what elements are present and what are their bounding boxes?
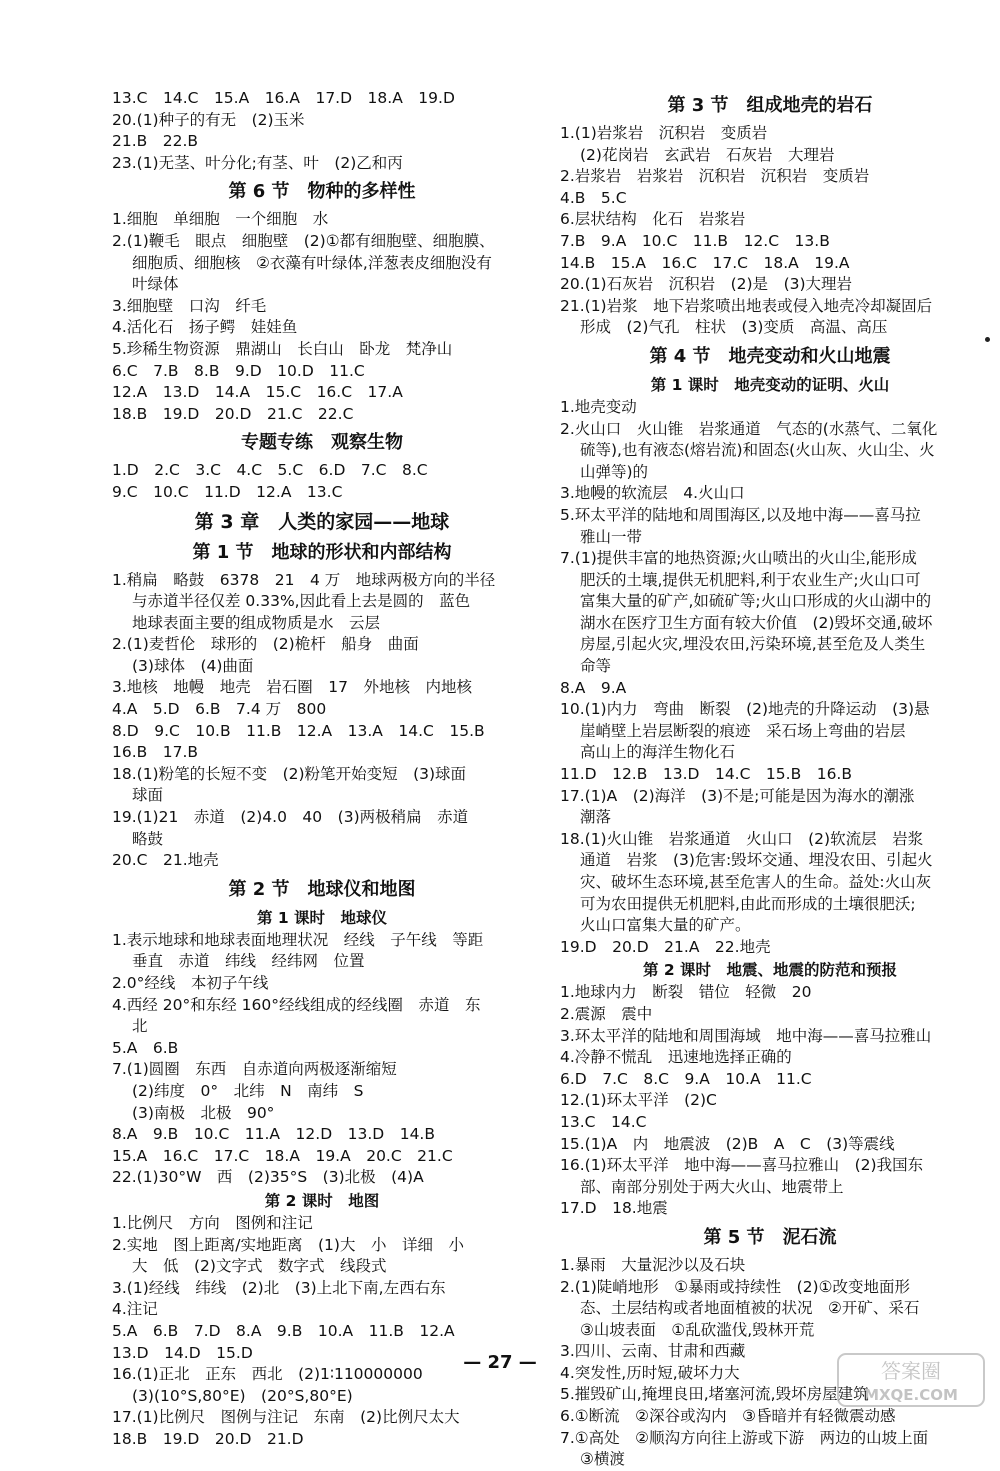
- left-answer-continuation: 叶绿体: [132, 275, 179, 294]
- left-column: [112, 88, 532, 1450]
- left-answer-line: 23.(1)无茎、叶分化;有茎、叶 (2)乙和丙: [112, 153, 403, 172]
- left-answer-continuation: 大 低 (2)文字式 数字式 线段式: [132, 1257, 387, 1276]
- right-answer-line: 6.层状结构 化石 岩浆岩: [560, 210, 746, 229]
- left-answer-continuation: 略鼓: [132, 829, 164, 848]
- right-answer-line: 7.①高处 ②顺沟方向往上游或下游 两边的山坡上面: [560, 1428, 929, 1447]
- left-answer-line: 18.(1)粉笔的长短不变 (2)粉笔开始变短 (3)球面: [112, 764, 467, 783]
- left-answer-line: 8.A 9.B 10.C 11.A 12.D 13.D 14.B: [112, 1125, 435, 1144]
- left-answer-line: 9.C 10.C 11.D 12.A 13.C: [112, 482, 343, 501]
- right-answer-line: 4.B 5.C: [560, 188, 627, 207]
- right-answer-line: 5.环太平洋的陆地和周围海区,以及地中海——喜马拉: [560, 505, 921, 524]
- right-answer-continuation: 富集大量的矿产,如硫矿等;火山口形成的火山湖中的: [580, 592, 932, 611]
- right-section-heading: 第 5 节 泥石流: [703, 1226, 837, 1248]
- left-answer-line: 2.实地 图上距离/实地距离 (1)大 小 详细 小: [112, 1235, 464, 1254]
- left-answer-continuation: 细胞质、细胞核 ②衣藻有叶绿体,洋葱表皮细胞没有: [132, 253, 492, 272]
- left-answer-continuation: (3)球体 (4)曲面: [132, 656, 254, 675]
- left-answer-line: 5.A 6.B 7.D 8.A 9.B 10.A 11.B 12.A: [112, 1321, 455, 1340]
- right-answer-line: 11.D 12.B 13.D 14.C 15.B 16.B: [560, 765, 852, 784]
- right-answer-line: 1.暴雨 大量泥沙以及石块: [560, 1255, 746, 1274]
- right-answer-line: 21.(1)岩浆 地下岩浆喷出地表或侵入地壳冷却凝固后: [560, 296, 933, 315]
- right-answer-continuation: 部、南部分别处于两大火山、地震带上: [580, 1177, 844, 1196]
- right-answer-line: 3.四川、云南、甘肃和西藏: [560, 1342, 746, 1361]
- right-answer-line: 4.冷静不慌乱 迅速地选择正确的: [560, 1048, 792, 1067]
- right-answer-line: 1.(1)岩浆岩 沉积岩 变质岩: [560, 124, 768, 142]
- right-answer-continuation: ③横渡: [580, 1450, 625, 1469]
- right-answer-line: 6.①断流 ②深谷或沟内 ③昏暗并有轻微震动感: [560, 1407, 896, 1426]
- left-section-heading: 第 6 节 物种的多样性: [228, 181, 416, 203]
- right-answer-line: 17.D 18.地震: [560, 1199, 668, 1218]
- left-answer-line: 7.(1)圆圈 东西 自赤道向两极逐渐缩短: [112, 1060, 397, 1079]
- left-answer-line: 20.C 21.地壳: [112, 851, 219, 870]
- left-answer-line: 19.(1)21 赤道 (2)4.0 40 (3)两极稍扁 赤道: [112, 808, 469, 827]
- right-answer-continuation: 可为农田提供无机肥料,由此而形成的土壤很肥沃;: [580, 894, 916, 913]
- right-answer-line: 20.(1)石灰岩 沉积岩 (2)是 (3)大理岩: [560, 275, 853, 294]
- right-section-heading: 第 4 节 地壳变动和火山地震: [649, 345, 891, 367]
- right-answer-line: 4.突发性,历时短,破坏力大: [560, 1363, 740, 1382]
- left-answer-line: 1.D 2.C 3.C 4.C 5.C 6.D 7.C 8.C: [112, 461, 428, 480]
- ink-dot: [985, 337, 990, 342]
- right-answer-line: 12.(1)环太平洋 (2)C: [560, 1091, 717, 1110]
- right-answer-line: 15.(1)A 内 地震波 (2)B A C (3)等震线: [560, 1134, 895, 1153]
- right-answer-continuation: 房屋,引起火灾,埋没农田,污染环境,甚至危及人类生: [580, 635, 926, 654]
- right-answer-continuation: ③山坡表面 ①乱砍滥伐,毁林开荒: [580, 1320, 815, 1339]
- left-answer-line: 18.B 19.D 20.D 21.C 22.C: [112, 404, 354, 423]
- left-answer-continuation: 北: [132, 1017, 148, 1036]
- left-answer-line: 3.(1)经线 纬线 (2)北 (3)上北下南,左西右东: [112, 1278, 446, 1297]
- left-section-heading: 第 2 节 地球仪和地图: [228, 878, 416, 900]
- left-answer-line: 4.西经 20°和东经 160°经线组成的经线圈 赤道 东: [112, 995, 481, 1014]
- right-answer-continuation: 灾、破坏生态环境,甚至危害人的生命。益处:火山灰: [580, 873, 932, 891]
- left-answer-line: 6.C 7.B 8.B 9.D 10.D 11.C: [112, 361, 365, 380]
- right-lesson-heading: 第 2 课时 地震、地震的防范和预报: [642, 961, 898, 980]
- right-answer-line: 10.(1)内力 弯曲 断裂 (2)地壳的升降运动 (3)悬: [560, 700, 930, 719]
- right-column: [560, 88, 980, 1471]
- right-answer-continuation: (2)花岗岩 玄武岩 石灰岩 大理岩: [580, 145, 835, 164]
- left-answer-line: 12.A 13.D 14.A 15.C 16.C 17.A: [112, 383, 403, 402]
- left-answer-line: 13.D 14.D 15.D: [112, 1343, 253, 1362]
- right-answer-continuation: 雅山一带: [580, 527, 643, 546]
- right-answer-line: 19.D 20.D 21.A 22.地壳: [560, 937, 771, 956]
- right-answer-line: 5.摧毁矿山,掩埋良田,堵塞河流,毁坏房屋建筑: [560, 1385, 869, 1404]
- right-answer-line: 2.震源 震中: [560, 1004, 653, 1023]
- left-answer-line: 21.B 22.B: [112, 132, 199, 151]
- left-section-heading: 专题专练 观察生物: [241, 432, 403, 454]
- right-answer-continuation: 潮落: [580, 808, 612, 827]
- left-answer-line: 8.D 9.C 10.B 11.B 12.A 13.A 14.C 15.B: [112, 721, 485, 740]
- right-answer-line: 7.(1)提供丰富的地热资源;火山喷出的火山尘,能形成: [560, 549, 917, 568]
- left-lesson-heading: 第 1 课时 地球仪: [256, 908, 388, 927]
- right-answer-continuation: 肥沃的土壤,提供无机肥料,利于农业生产;火山口可: [580, 570, 921, 589]
- left-answer-continuation: (3)(10°S,80°E) (20°S,80°E): [132, 1386, 353, 1405]
- left-answer-line: 4.注记: [112, 1300, 158, 1319]
- right-answer-line: 2.岩浆岩 岩浆岩 沉积岩 沉积岩 变质岩: [560, 167, 870, 186]
- left-answer-line: 1.表示地球和地球表面地理状况 经线 子午线 等距: [112, 930, 484, 949]
- left-answer-line: 22.(1)30°W 西 (2)35°S (3)北极 (4)A: [112, 1168, 424, 1187]
- left-answer-line: 5.珍稀生物资源 鼎湖山 长白山 卧龙 梵净山: [112, 339, 453, 358]
- right-answer-line: 3.环太平洋的陆地和周围海域 地中海——喜马拉雅山: [560, 1026, 932, 1045]
- left-answer-line: 4.活化石 扬子鳄 娃娃鱼: [112, 318, 298, 337]
- right-answer-line: 16.(1)环太平洋 地中海——喜马拉雅山 (2)我国东: [560, 1156, 924, 1175]
- right-answer-continuation: 通道 岩浆 (3)危害:毁坏交通、埋没农田、引起火: [580, 851, 933, 870]
- left-answer-line: 3.地核 地幔 地壳 岩石圈 17 外地核 内地核: [112, 678, 473, 697]
- left-answer-line: 15.A 16.C 17.C 18.A 19.A 20.C 21.C: [112, 1146, 453, 1165]
- right-lesson-heading: 第 1 课时 地壳变动的证明、火山: [650, 375, 890, 394]
- left-answer-continuation: 球面: [132, 786, 164, 805]
- watermark-top-text: 答案圈: [881, 1359, 941, 1383]
- right-answer-line: 2.火山口 火山锥 岩浆通道 气态的(水蒸气、二氧化: [560, 419, 938, 438]
- left-answer-line: 1.比例尺 方向 图例和注记: [112, 1213, 313, 1232]
- right-answer-line: 1.地壳变动: [560, 397, 637, 416]
- left-answer-line: 16.B 17.B: [112, 743, 199, 762]
- right-answer-continuation: 高山上的海洋生物化石: [580, 743, 736, 762]
- right-answer-line: 3.地幔的软流层 4.火山口: [560, 484, 745, 503]
- right-answer-line: 2.(1)陡峭地形 ①暴雨或持续性 (2)①改变地面形: [560, 1277, 910, 1296]
- left-answer-continuation: 垂直 赤道 纬线 经纬网 位置: [132, 952, 365, 971]
- left-answer-line: 17.(1)比例尺 图例与注记 东南 (2)比例尺太大: [112, 1408, 460, 1427]
- left-answer-continuation: (3)南极 北极 90°: [132, 1103, 275, 1122]
- watermark-logo: [836, 1352, 986, 1408]
- left-answer-continuation: (2)纬度 0° 北纬 N 南纬 S: [132, 1081, 364, 1100]
- right-answer-line: 18.(1)火山锥 岩浆通道 火山口 (2)软流层 岩浆: [560, 829, 924, 848]
- right-answer-line: 17.(1)A (2)海洋 (3)不是;可能是因为海水的潮涨: [560, 786, 915, 805]
- left-answer-line: 18.B 19.D 20.D 21.D: [112, 1429, 304, 1448]
- right-section-heading: 第 3 节 组成地壳的岩石: [667, 95, 873, 116]
- left-answer-line: 4.A 5.D 6.B 7.4 万 800: [112, 700, 327, 719]
- left-answer-line: 16.(1)正北 正东 西北 (2)1∶110000000: [112, 1365, 423, 1384]
- right-answer-line: 13.C 14.C: [560, 1112, 647, 1131]
- left-answer-line: 1.细胞 单细胞 一个细胞 水: [112, 210, 329, 229]
- left-answer-line: 2.(1)麦哲伦 球形的 (2)桅杆 船身 曲面: [112, 635, 419, 654]
- right-answer-continuation: 态、土层结构或者地面植被的状况 ②开矿、采石: [580, 1299, 920, 1318]
- left-answer-line: 5.A 6.B: [112, 1038, 179, 1057]
- right-answer-continuation: 山弹等)的: [580, 462, 649, 481]
- watermark-bottom-text: MXQE.COM: [864, 1386, 958, 1404]
- right-answer-continuation: 硫等),也有液态(熔岩流)和固态(火山灰、火山尘、火: [580, 441, 935, 460]
- left-chapter-heading: 第 3 章 人类的家园——地球: [194, 510, 450, 533]
- left-lesson-heading: 第 2 课时 地图: [264, 1191, 380, 1210]
- left-answer-line: 13.C 14.C 15.A 16.A 17.D 18.A 19.D: [112, 89, 455, 107]
- right-answer-continuation: 湖水在医疗卫生方面有较大价值 (2)毁坏交通,破坏: [580, 613, 933, 632]
- right-answer-continuation: 命等: [580, 657, 612, 676]
- left-answer-continuation: 地球表面主要的组成物质是水 云层: [132, 613, 381, 632]
- right-answer-line: 7.B 9.A 10.C 11.B 12.C 13.B: [560, 231, 830, 250]
- left-answer-line: 2.(1)鞭毛 眼点 细胞壁 (2)①都有细胞壁、细胞膜、: [112, 231, 495, 250]
- left-answer-line: 1.稍扁 略鼓 6378 21 4 万 地球两极方向的半径: [112, 570, 496, 589]
- right-answer-line: 6.D 7.C 8.C 9.A 10.A 11.C: [560, 1069, 812, 1088]
- right-answer-line: 14.B 15.A 16.C 17.C 18.A 19.A: [560, 253, 850, 272]
- page-number: — 27 —: [463, 1352, 537, 1373]
- right-answer-line: 1.地球内力 断裂 错位 轻微 20: [560, 983, 812, 1002]
- left-answer-continuation: 与赤道半径仅差 0.33%,因此看上去是圆的 蓝色: [132, 592, 471, 611]
- right-answer-continuation: 崖峭壁上岩层断裂的痕迹 采石场上弯曲的岩层: [580, 721, 906, 740]
- right-answer-continuation: 火山口富集大量的矿产。: [580, 916, 751, 935]
- left-answer-line: 20.(1)种子的有无 (2)玉米: [112, 110, 305, 129]
- left-answer-line: 3.细胞壁 口沟 纤毛: [112, 296, 267, 315]
- right-answer-line: 8.A 9.A: [560, 678, 627, 697]
- left-answer-line: 2.0°经线 本初子午线: [112, 974, 269, 992]
- right-answer-continuation: 形成 (2)气孔 柱状 (3)变质 高温、高压: [580, 318, 888, 337]
- left-section-heading: 第 1 节 地球的形状和内部结构: [192, 541, 452, 563]
